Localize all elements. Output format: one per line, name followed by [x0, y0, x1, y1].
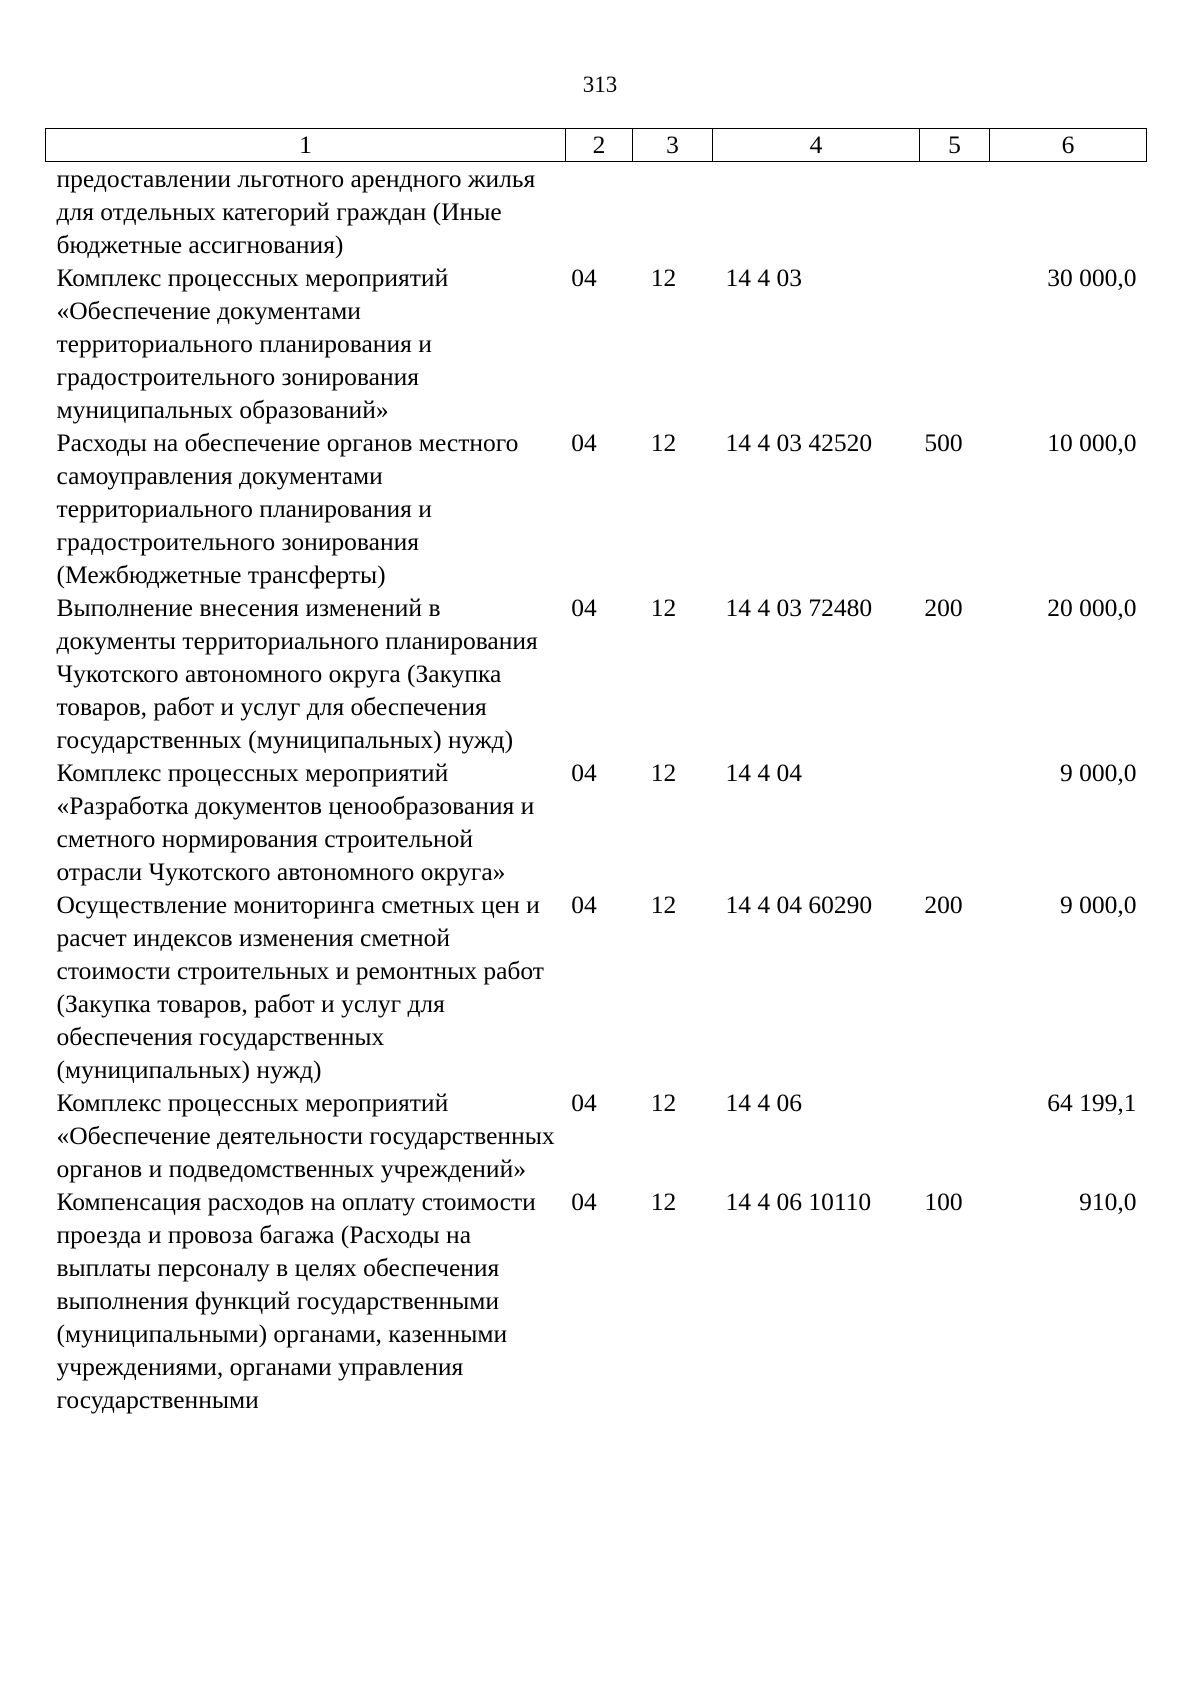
budget-table	[45, 128, 1147, 1416]
table-row	[46, 426, 1147, 591]
row-amount: 30 000,0	[1047, 263, 1137, 292]
row-section	[566, 162, 633, 262]
row-article: 14 4 03	[725, 263, 802, 292]
row-amount: 20 000,0	[1047, 593, 1137, 622]
row-amount: 9 000,0	[1060, 890, 1137, 919]
header-col-name: 1	[46, 129, 566, 162]
table-row	[46, 888, 1147, 1086]
row-section: 04	[571, 428, 597, 457]
row-expense-type: 200	[924, 593, 963, 622]
row-section: 04	[571, 593, 597, 622]
row-subsection: 12	[650, 1187, 677, 1216]
row-expense-type	[920, 1086, 990, 1185]
row-expense-type	[920, 261, 990, 426]
table-row	[46, 756, 1147, 888]
row-name: Комплекс процессных мероприятий «Обеспечение деятельности государственных органов и подведомственных учреждений»	[56, 1088, 555, 1183]
row-subsection: 12	[650, 1088, 677, 1117]
row-section: 04	[571, 1187, 597, 1216]
table-row	[46, 1185, 1147, 1416]
row-expense-type	[920, 162, 990, 262]
header-col-amount: 6	[990, 129, 1147, 162]
row-name: Выполнение внесения изменений в документы территориального планирования Чукотского автономного округа (Закупка товаров, работ и услуг для обеспечения государственных (муниципальных) нужд)	[56, 593, 538, 754]
header-col-expense-type: 5	[920, 129, 990, 162]
row-expense-type	[920, 756, 990, 888]
table-row	[46, 162, 1147, 262]
row-subsection: 12	[650, 593, 677, 622]
row-amount: 10 000,0	[1047, 428, 1137, 457]
table-body	[46, 162, 1147, 1417]
header-col-article: 4	[713, 129, 920, 162]
row-section: 04	[571, 1088, 597, 1117]
row-article: 14 4 04 60290	[725, 890, 873, 919]
row-subsection: 12	[650, 758, 677, 787]
table-row	[46, 1086, 1147, 1185]
row-name: Комплекс процессных мероприятий «Разработка документов ценообразования и сметного нормирования строительной отрасли Чукотского автономного округа»	[56, 758, 535, 886]
table-row	[46, 261, 1147, 426]
row-name: Компенсация расходов на оплату стоимости проезда и провоза багажа (Расходы на выплаты персоналу в целях обеспечения выполнения функций государственными (муниципальными) органами, казенными учреждениями, органами управления государственными	[56, 1187, 536, 1414]
row-article: 14 4 04	[725, 758, 802, 787]
row-amount: 64 199,1	[1047, 1088, 1137, 1117]
row-subsection: 12	[650, 428, 677, 457]
row-amount: 910,0	[1079, 1187, 1137, 1216]
row-subsection	[633, 162, 713, 262]
row-article: 14 4 06	[725, 1088, 802, 1117]
table-header	[46, 129, 1147, 162]
header-row	[46, 129, 1147, 162]
row-expense-type: 100	[924, 1187, 963, 1216]
page-number: 313	[582, 72, 618, 97]
header-col-section: 2	[566, 129, 633, 162]
row-amount: 9 000,0	[1060, 758, 1137, 787]
row-expense-type: 200	[924, 890, 963, 919]
table-row	[46, 591, 1147, 756]
row-article: 14 4 03 72480	[725, 593, 873, 622]
row-expense-type: 500	[924, 428, 963, 457]
row-name: Расходы на обеспечение органов местного самоуправления документами территориального планирования и градостроительного зонирования (Межбюджетные трансферты)	[56, 428, 519, 589]
row-name: предоставлении льготного арендного жилья для отдельных категорий граждан (Иные бюджетные ассигнования)	[56, 164, 536, 259]
row-section: 04	[571, 758, 597, 787]
row-section: 04	[571, 263, 597, 292]
row-subsection: 12	[650, 890, 677, 919]
header-col-subsection: 3	[633, 129, 713, 162]
row-subsection: 12	[650, 263, 677, 292]
row-section: 04	[571, 890, 597, 919]
row-amount	[990, 162, 1147, 262]
row-article	[713, 162, 920, 262]
row-article: 14 4 03 42520	[725, 428, 873, 457]
row-name: Комплекс процессных мероприятий «Обеспечение документами территориального планирования и градостроительного зонирования муниципальных образований»	[56, 263, 449, 424]
row-article: 14 4 06 10110	[725, 1187, 872, 1216]
row-name: Осуществление мониторинга сметных цен и расчет индексов изменения сметной стоимости строительных и ремонтных работ (Закупка товаров, работ и услуг для обеспечения государственных (муниципальных) нужд)	[56, 890, 544, 1084]
